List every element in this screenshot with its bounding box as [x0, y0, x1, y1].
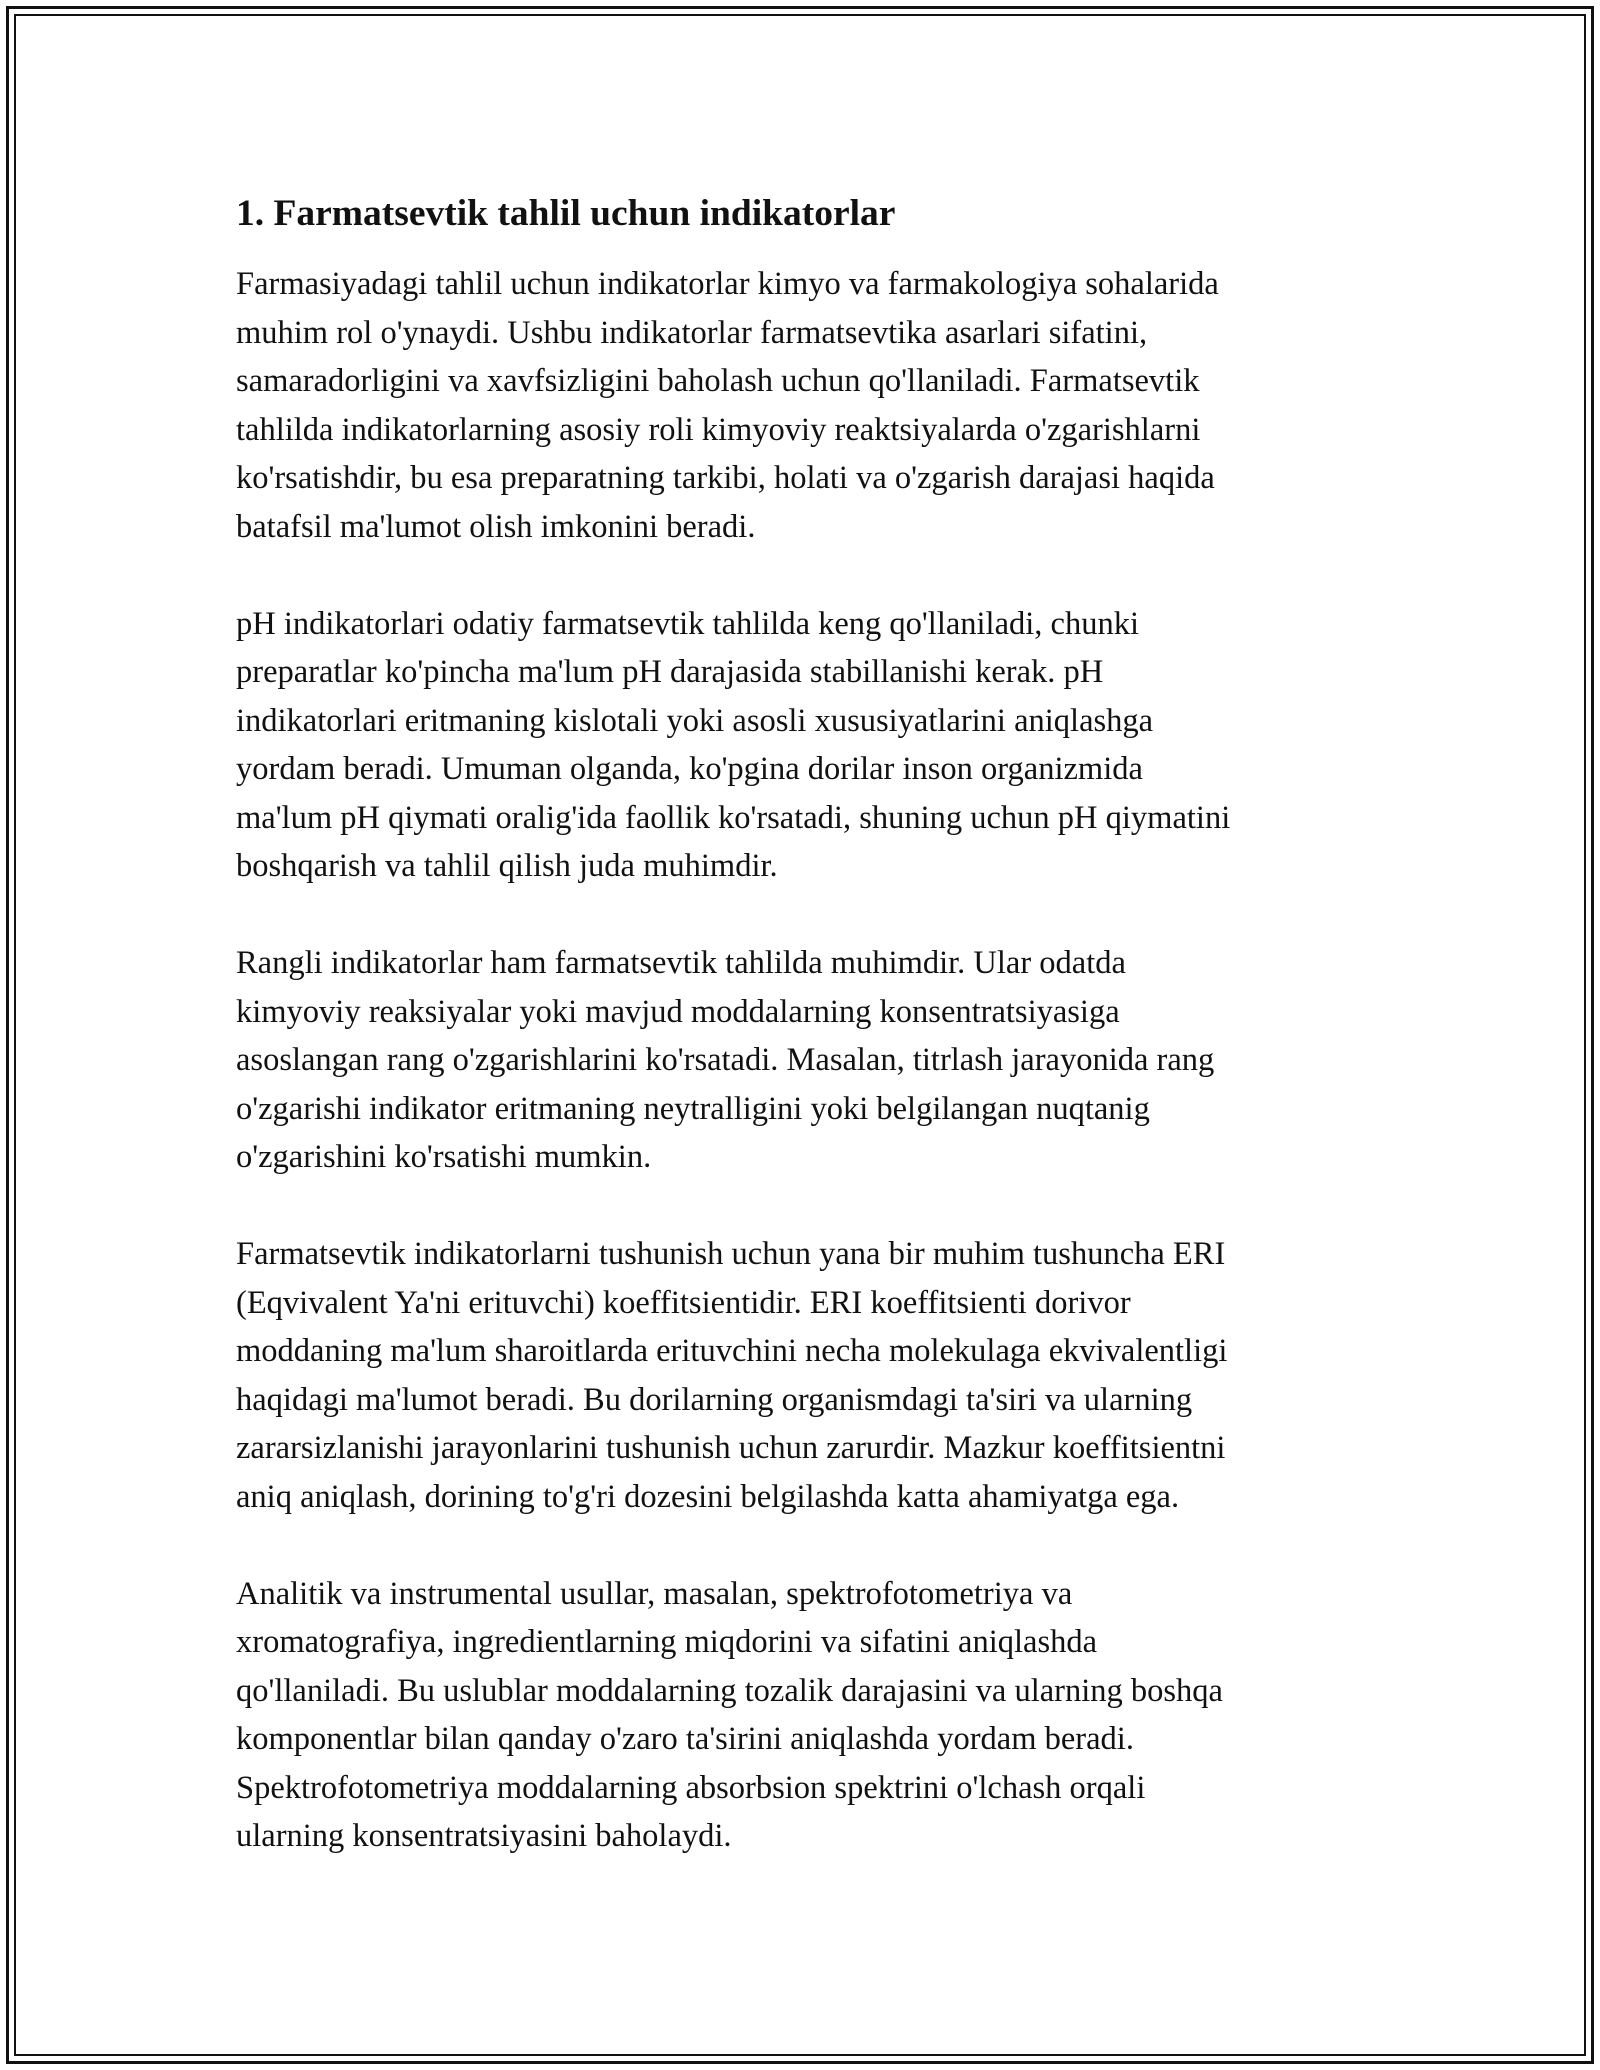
text-line: Analitik va instrumental usullar, masalan, spektrofotometriya va: [236, 1575, 1073, 1612]
text-line: qo'llaniladi. Bu uslublar moddalarning tozalik darajasini va ularning boshqa: [236, 1672, 1223, 1709]
text-line: indikatorlari eritmaning kislotali yoki asosli xususiyatlarini aniqlashga: [236, 702, 1154, 739]
text-line: boshqarish va tahlil qilish juda muhimdir.: [236, 848, 778, 884]
text-line: moddaning ma'lum sharoitlarda erituvchini necha molekulaga ekvivalentligi: [236, 1333, 1228, 1369]
section-heading: 1. Farmatsevtik tahlil uchun indikatorlar: [236, 193, 896, 234]
paragraph-list: [236, 260, 1376, 1861]
text-line: preparatlar ko'pincha ma'lum pH darajasida stabillanishi kerak. pH: [236, 654, 1104, 690]
text-line: kimyoviy reaksiyalar yoki mavjud moddalarning konsentratsiyasiga: [236, 993, 1120, 1030]
text-line: Spektrofotometriya moddalarning absorbsion spektrini o'lchash orqali: [236, 1769, 1146, 1806]
text-line: Rangli indikatorlar ham farmatsevtik tahlilda muhimdir. Ular odatda: [236, 945, 1126, 981]
text-line: tahlilda indikatorlarning asosiy roli kimyoviy reaktsiyalarda o'zgarishlarni: [236, 411, 1201, 448]
text-line: batafsil ma'lumot olish imkonini beradi.: [236, 508, 756, 545]
text-line: ma'lum pH qiymati oralig'ida faollik ko'rsatadi, shuning uchun pH qiymatini: [236, 799, 1231, 836]
document-body: [236, 188, 1376, 1909]
text-line: Farmatsevtik indikatorlarni tushunish uchun yana bir muhim tushuncha ERI: [236, 1236, 1226, 1272]
text-line: ko'rsatishdir, bu esa preparatning tarkibi, holati va o'zgarish darajasi haqida: [236, 460, 1215, 496]
text-line: asoslangan rang o'zgarishlarini ko'rsatadi. Masalan, titrlash jarayonida rang: [236, 1042, 1215, 1078]
text-line: muhim rol o'ynaydi. Ushbu indikatorlar farmatsevtika asarlari sifatini,: [236, 314, 1148, 351]
text-line: xromatografiya, ingredientlarning miqdorini va sifatini aniqlashda: [236, 1624, 1098, 1660]
paragraph-4: [236, 1230, 1376, 1521]
text-line: samaradorligini va xavfsizligini baholash uchun qo'llaniladi. Farmatsevtik: [236, 363, 1200, 399]
text-line: (Eqvivalent Ya'ni erituvchi) koeffitsientidir. ERI koeffitsienti dorivor: [236, 1284, 1131, 1321]
text-line: ularning konsentratsiyasini baholaydi.: [236, 1818, 732, 1854]
paragraph-5: [236, 1570, 1376, 1861]
text-line: Farmasiyadagi tahlil uchun indikatorlar kimyo va farmakologiya sohalarida: [236, 266, 1219, 302]
paragraph-3: [236, 939, 1376, 1182]
text-line: yordam beradi. Umuman olganda, ko'pgina dorilar inson organizmida: [236, 751, 1143, 787]
text-line: zararsizlanishi jarayonlarini tushunish uchun zarurdir. Mazkur koeffitsientni: [236, 1430, 1226, 1466]
paragraph-1: [236, 260, 1376, 551]
text-line: komponentlar bilan qanday o'zaro ta'sirini aniqlashda yordam beradi.: [236, 1721, 1134, 1757]
text-line: o'zgarishi indikator eritmaning neytralligini yoki belgilangan nuqtanig: [236, 1090, 1150, 1127]
text-line: aniq aniqlash, dorining to'g'ri dozesini belgilashda katta ahamiyatga ega.: [236, 1478, 1180, 1515]
text-line: pH indikatorlari odatiy farmatsevtik tahlilda keng qo'llaniladi, chunki: [236, 605, 1139, 642]
paragraph-2: [236, 600, 1376, 891]
text-line: o'zgarishini ko'rsatishi mumkin.: [236, 1139, 652, 1175]
text-line: haqidagi ma'lumot beradi. Bu dorilarning organismdagi ta'siri va ularning: [236, 1381, 1193, 1418]
